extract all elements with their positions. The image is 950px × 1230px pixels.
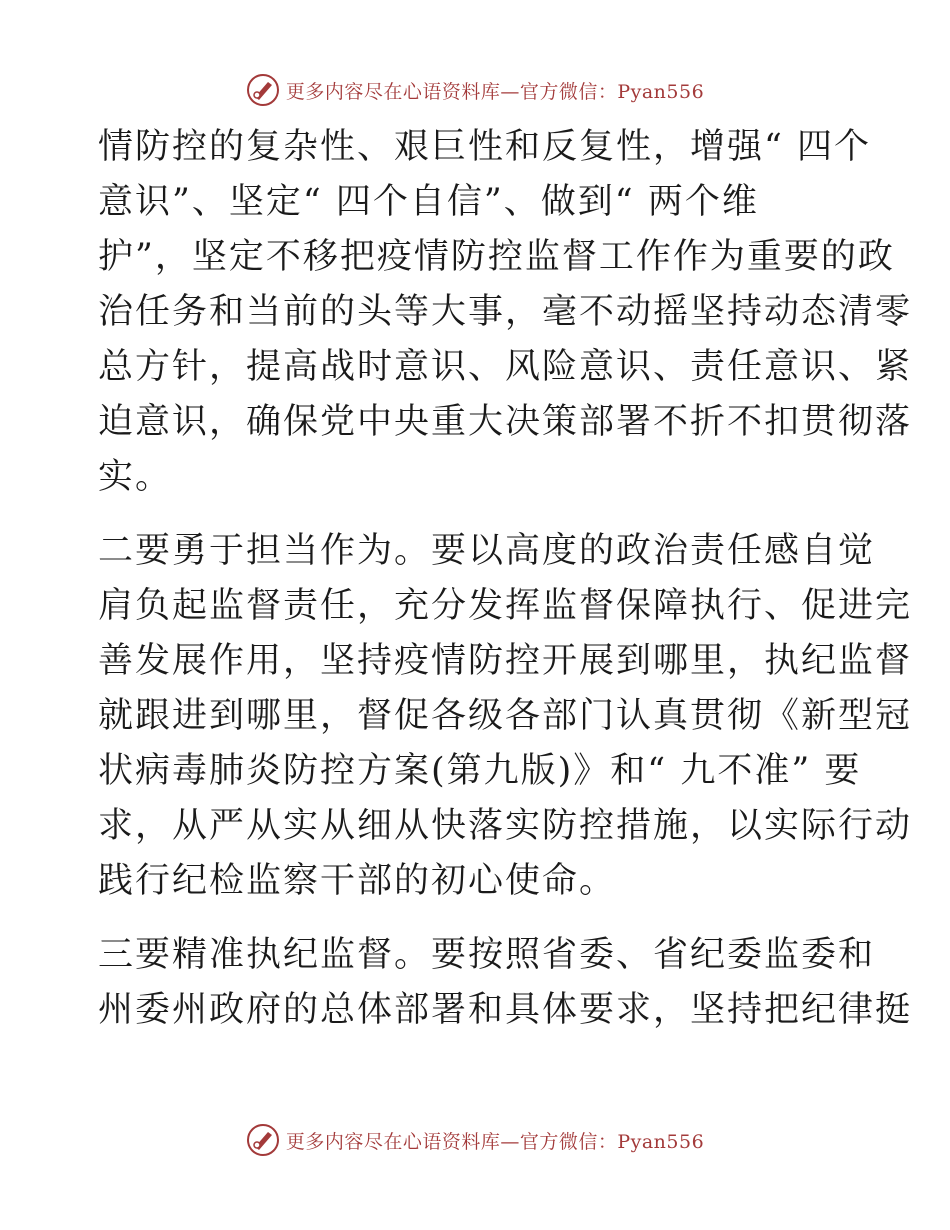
- brand-logo-icon: [246, 1123, 280, 1157]
- text-line: 实。: [98, 457, 173, 497]
- footer-watermark-banner: [0, 1120, 950, 1160]
- text-line: 治任务和当前的头等大事，毫不动摇坚持动态清零: [98, 292, 913, 332]
- paragraph: [98, 928, 913, 1038]
- paragraph: [98, 120, 913, 505]
- text-line: 三要精准执纪监督。要按照省委、省纪委监委和: [98, 935, 876, 975]
- footer-watermark-text: 更多内容尽在心语资料库—官方微信：Pyan556: [285, 1130, 705, 1153]
- text-line: 肩负起监督责任，充分发挥监督保障执行、促进完: [98, 586, 913, 626]
- paragraph: [98, 524, 913, 909]
- paragraph-spacer: [98, 505, 858, 524]
- text-line: 护”，坚定不移把疫情防控监督工作作为重要的政: [98, 237, 895, 277]
- text-line: 求，从严从实从细从快落实防控措施，以实际行动: [98, 806, 913, 846]
- text-line: 善发展作用，坚持疫情防控开展到哪里，执纪监督: [98, 641, 913, 681]
- text-line: 就跟进到哪里，督促各级各部门认真贯彻《新型冠: [98, 696, 913, 736]
- paragraph-spacer: [98, 909, 858, 928]
- header-watermark-text: 更多内容尽在心语资料库—官方微信：Pyan556: [285, 80, 705, 103]
- text-line: 情防控的复杂性、艰巨性和反复性，增强“ 四个: [98, 127, 872, 167]
- document-body: [98, 120, 913, 1038]
- text-line: 州委州政府的总体部署和具体要求，坚持把纪律挺: [98, 990, 913, 1030]
- text-line: 践行纪检监察干部的初心使命。: [98, 861, 617, 901]
- brand-logo-icon: [246, 73, 280, 107]
- text-line: 迫意识，确保党中央重大决策部署不折不扣贯彻落: [98, 402, 913, 442]
- text-line: 意识”、坚定“ 四个自信”、做到“ 两个维: [98, 182, 759, 222]
- header-watermark-banner: [0, 70, 950, 110]
- text-line: 状病毒肺炎防控方案(第九版)》和“ 九不准” 要: [98, 751, 862, 791]
- text-line: 总方针，提高战时意识、风险意识、责任意识、紧: [98, 347, 913, 387]
- text-line: 二要勇于担当作为。要以高度的政治责任感自觉: [98, 531, 876, 571]
